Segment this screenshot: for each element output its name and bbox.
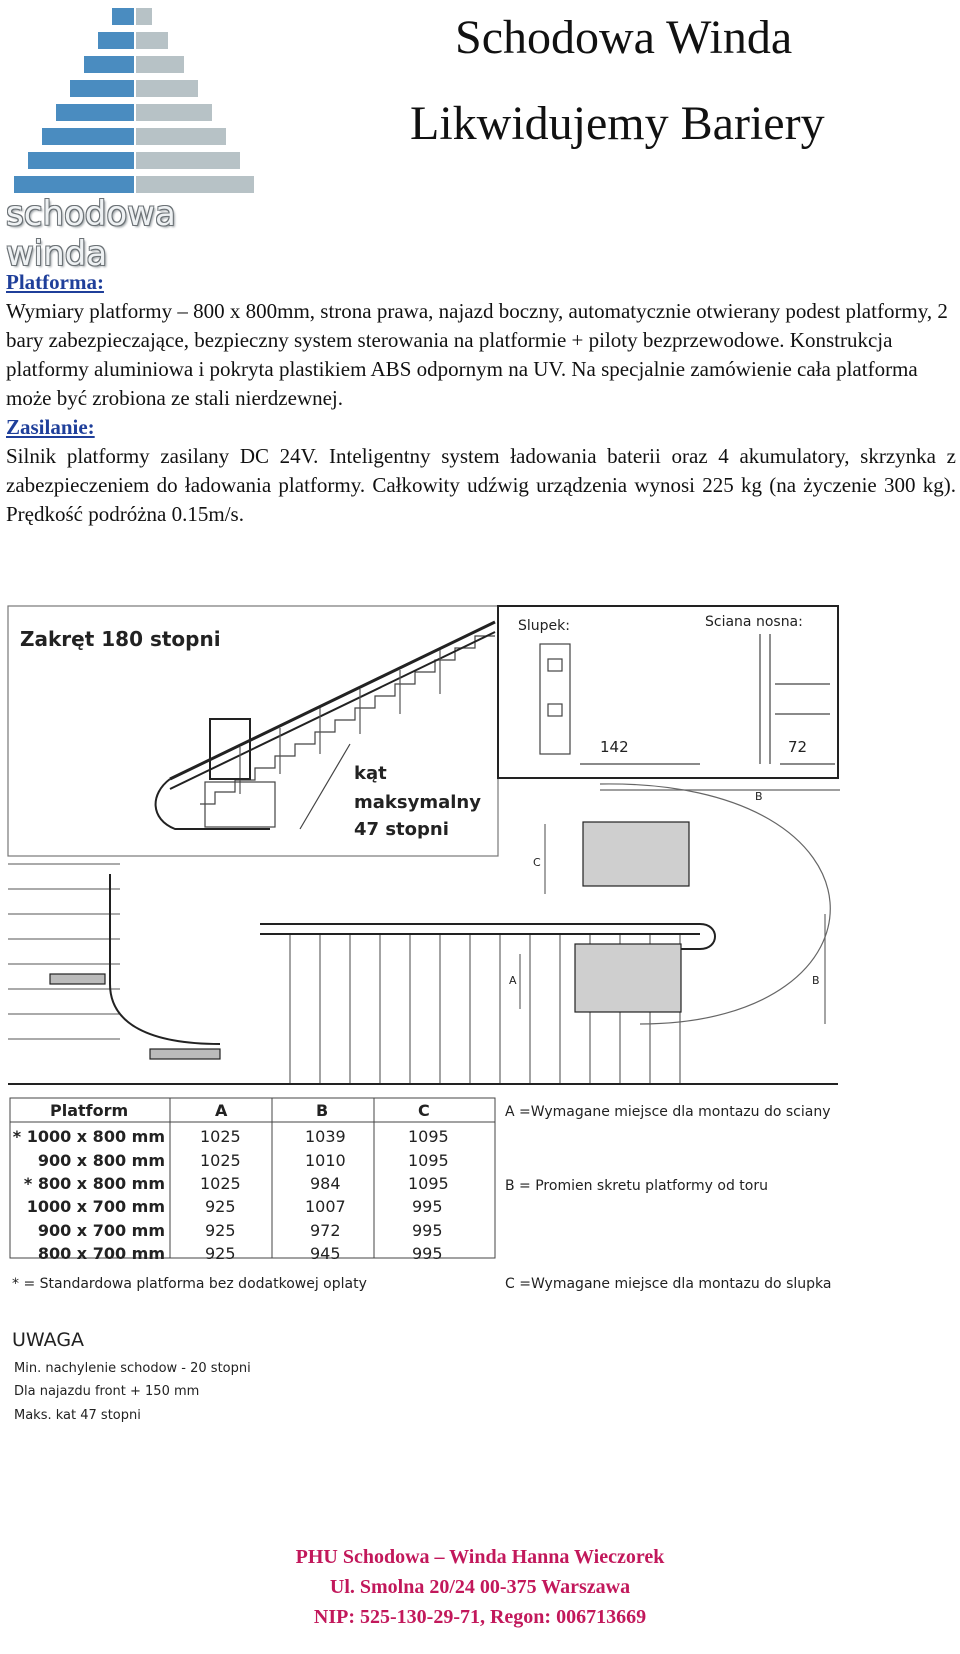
dim-142: 142 <box>600 738 629 756</box>
table-cell: 900 x 800 mm <box>37 1151 165 1170</box>
table-cell: 995 <box>412 1197 443 1216</box>
table-cell: 1007 <box>305 1197 346 1216</box>
table-cell: 800 x 700 mm <box>37 1244 165 1263</box>
page-subtitle: Likwidujemy Bariery <box>410 97 825 150</box>
table-cell: 1000 x 700 mm <box>26 1197 165 1216</box>
table-cell: 1025 <box>200 1174 241 1193</box>
dim-a: A <box>509 974 517 987</box>
table-cell: * 1000 x 800 mm <box>12 1127 165 1146</box>
legend-c: C =Wymagane miejsce dla montazu do slupka <box>505 1276 832 1292</box>
lower-platform <box>575 944 681 1012</box>
platform-description: Wymiary platformy – 800 x 800mm, strona prawa, najazd boczny, automatycznie otwierany podest platformy, 2 bary zabezpieczające, bezpieczny system sterowania na platformie + piloty bezprzewodowe. Konstrukcja platformy aluminiowa i pokryta plastikiem ABS odpornym na UV. Na specjalnie zamówienie cała platforma może być zrobiona ze stali nierdzewnej. <box>6 299 948 410</box>
dim-b-right: B <box>812 974 820 987</box>
table-cell: 925 <box>205 1197 236 1216</box>
table-cell: 984 <box>310 1174 341 1193</box>
turn-label: Zakręt 180 stopni <box>20 627 221 651</box>
table-cell: * 800 x 800 mm <box>23 1174 165 1193</box>
company-footer <box>0 1542 960 1632</box>
technical-drawing <box>0 604 960 1490</box>
table-footnote: * = Standardowa platforma bez dodatkowej oplaty <box>12 1276 367 1292</box>
table-header-b: B <box>316 1101 329 1120</box>
table-cell: 1095 <box>408 1174 449 1193</box>
notes-heading: UWAGA <box>12 1329 85 1351</box>
table-header-platform: Platform <box>50 1101 129 1120</box>
table-cell: 995 <box>412 1244 443 1263</box>
side-platform <box>50 974 105 984</box>
table-cell: 1039 <box>305 1127 346 1146</box>
post-label: Slupek: <box>518 618 570 634</box>
angle-line <box>300 744 350 829</box>
table-cell: 1095 <box>408 1151 449 1170</box>
table-cell: 972 <box>310 1221 341 1240</box>
footer-company-name: PHU Schodowa – Winda Hanna Wieczorek <box>295 1546 665 1568</box>
company-logo <box>4 4 284 274</box>
angle-label-2: maksymalny <box>354 792 481 813</box>
side-rail <box>110 874 220 1044</box>
platform-heading: Platforma: <box>6 270 104 294</box>
legend-a: A =Wymagane miejsce dla montazu do sciany <box>505 1104 831 1120</box>
note-line: Maks. kat 47 stopni <box>14 1408 141 1423</box>
dim-c: C <box>533 856 541 869</box>
table-cell: 1010 <box>305 1151 346 1170</box>
table-cell: 1025 <box>200 1127 241 1146</box>
footer-address: Ul. Smolna 20/24 00-375 Warszawa <box>329 1576 631 1598</box>
logo-pyramid-graphic <box>4 4 284 204</box>
dimension-legend <box>505 1104 831 1292</box>
power-heading: Zasilanie: <box>6 415 95 439</box>
footer-tax-ids: NIP: 525-130-29-71, Regon: 006713669 <box>313 1606 647 1628</box>
dimension-table <box>10 1098 495 1292</box>
table-cell: 995 <box>412 1221 443 1240</box>
table-cell: 900 x 700 mm <box>37 1221 165 1240</box>
table-cell: 1095 <box>408 1127 449 1146</box>
table-cell: 925 <box>205 1244 236 1263</box>
wall-label: Sciana nosna: <box>705 614 803 630</box>
power-description: Silnik platformy zasilany DC 24V. Inteligentny system ładowania baterii oraz 4 akumulatory, skrzynka z zabezpieczeniem do ładowania platformy. Całkowity udźwig urządzenia wynosi 225 kg (na życzenie 300 kg). Prędkość podróżna 0.15m/s. <box>6 444 956 526</box>
table-cell: 1025 <box>200 1151 241 1170</box>
dim-b-top: B <box>755 790 763 803</box>
page-title: Schodowa Winda <box>455 11 793 64</box>
table-header-c: C <box>418 1101 430 1120</box>
logo-text: schodowa winda <box>6 194 176 274</box>
legend-b: B = Promien skretu platformy od toru <box>505 1178 768 1194</box>
notes-section <box>12 1329 251 1423</box>
description-section <box>6 268 956 529</box>
side-stairs <box>8 864 120 1039</box>
dim-72: 72 <box>788 738 808 756</box>
table-cell: 925 <box>205 1221 236 1240</box>
table-cell: 945 <box>310 1244 341 1263</box>
table-header-a: A <box>215 1101 228 1120</box>
note-line: Dla najazdu front + 150 mm <box>14 1384 200 1399</box>
angle-label-3: 47 stopni <box>354 819 449 840</box>
note-line: Min. nachylenie schodow - 20 stopni <box>14 1361 251 1376</box>
upper-platform <box>583 822 689 886</box>
angle-label-1: kąt <box>354 763 387 784</box>
